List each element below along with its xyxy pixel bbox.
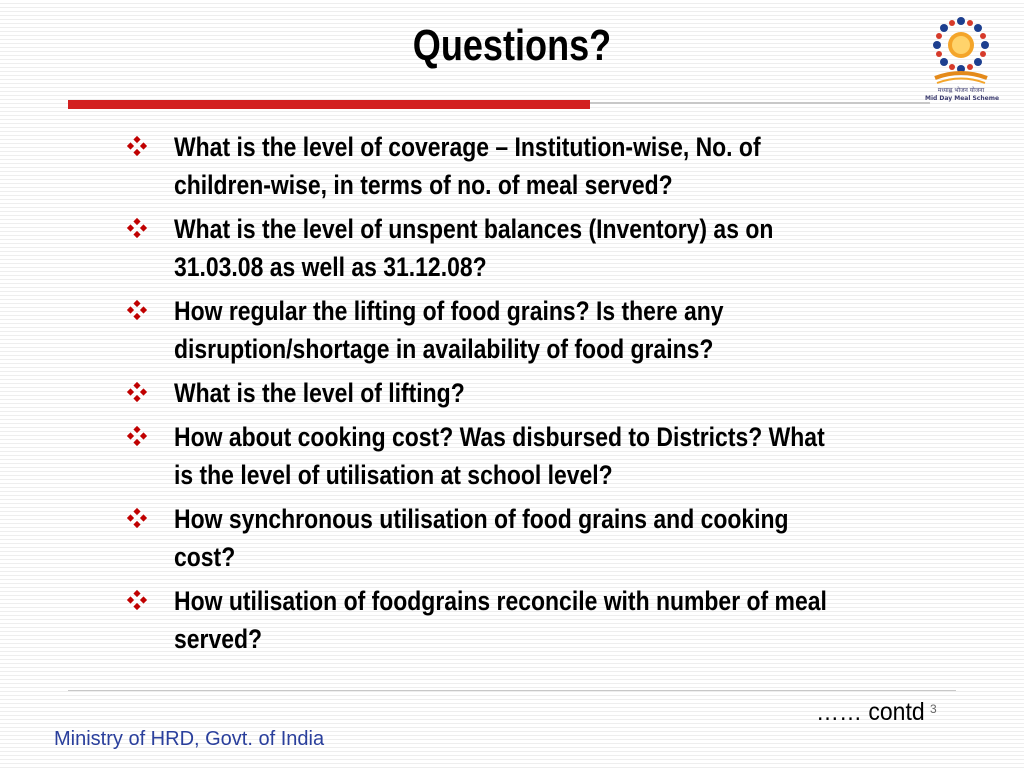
question-item [120,374,950,412]
question-text-line: How synchronous utilisation of food grains and cooking [174,504,789,534]
title-underline-accent [68,100,590,109]
diamond-bullet-icon [126,589,148,611]
diamond-bullet-icon [126,381,148,403]
question-text [174,582,939,658]
footer-organization: Ministry of HRD, Govt. of India [54,728,325,750]
question-text-line: How about cooking cost? Was disbursed to Districts? What [174,422,825,452]
question-text [174,292,939,368]
question-text-line: What is the level of lifting? [174,378,465,408]
page-number: 3 [930,702,937,716]
mid-day-meal-logo-icon [925,12,1000,106]
diamond-bullet-icon [126,299,148,321]
question-text-line: 31.03.08 as well as 31.12.08? [174,252,487,282]
question-text-line: How regular the lifting of food grains? Is there any [174,296,724,326]
diamond-bullet-icon [126,507,148,529]
question-text [174,418,939,494]
title-underline-rule [590,102,930,104]
question-item [120,128,950,204]
diamond-bullet-icon [126,425,148,447]
question-item [120,500,950,576]
diamond-bullet-icon [126,135,148,157]
question-text [174,500,939,576]
logo-english-caption: Mid Day Meal Scheme [925,95,1000,102]
footer-rule [68,690,956,691]
question-text [174,128,939,204]
diamond-bullet-icon [126,217,148,239]
question-list [120,128,950,664]
question-text-line: is the level of utilisation at school level? [174,460,613,490]
question-item [120,292,950,368]
logo-emblem-icon [925,12,997,86]
slide-title: Questions? [412,21,612,70]
logo-hindi-caption: मध्याह्न भोजन योजना [937,87,985,94]
question-item [120,418,950,494]
question-text [174,210,939,286]
question-text-line: children-wise, in terms of no. of meal served? [174,170,673,200]
question-text-line: disruption/shortage in availability of food grains? [174,334,714,364]
continued-label: …… contd [816,698,925,726]
question-text-line: How utilisation of foodgrains reconcile with number of meal [174,586,827,616]
question-text-line: What is the level of coverage – Institution-wise, No. of [174,132,761,162]
question-text-line: cost? [174,542,236,572]
question-text [174,374,939,412]
question-item [120,582,950,658]
question-item [120,210,950,286]
question-text-line: served? [174,624,263,654]
question-text-line: What is the level of unspent balances (Inventory) as on [174,214,774,244]
